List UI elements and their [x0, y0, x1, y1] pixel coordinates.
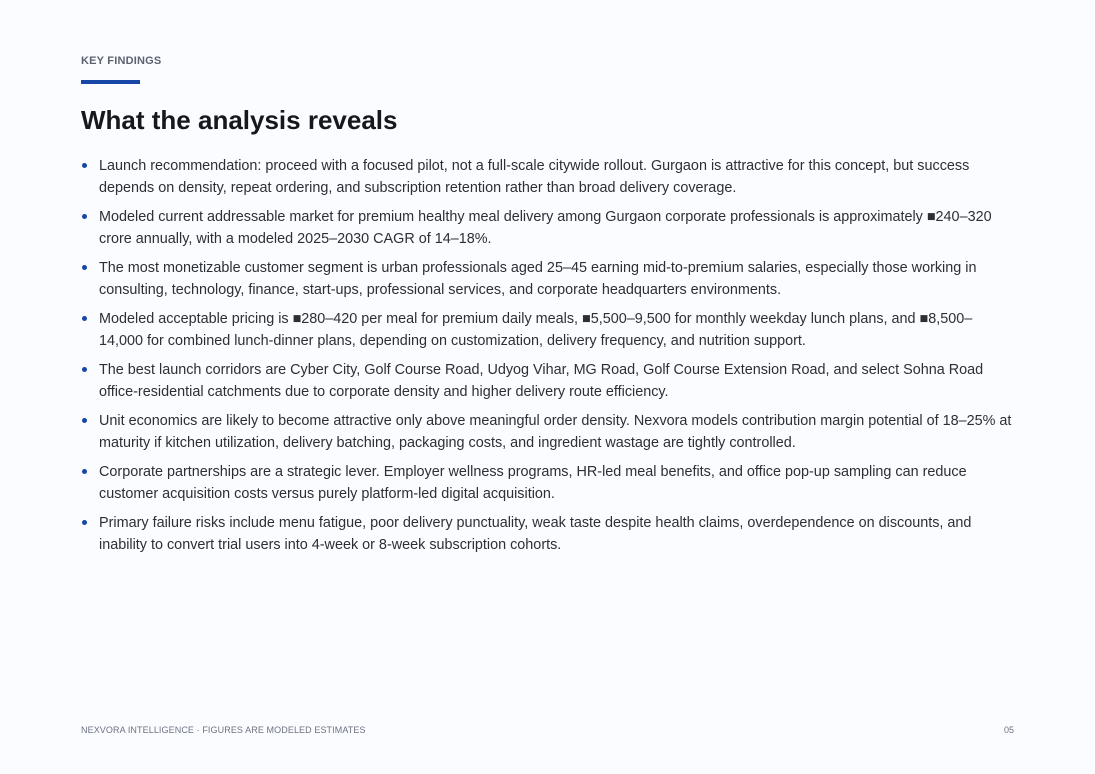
finding-text: The most monetizable customer segment is urban professionals aged 25–45 earning mid-to-premium salaries, especially those working in consulting, technology, finance, start-ups, professional services, and corporate headquarters environments.	[99, 260, 977, 298]
finding-item	[81, 155, 1016, 199]
bullet-icon	[82, 163, 87, 168]
bullet-icon	[82, 418, 87, 423]
findings-list	[81, 155, 1016, 563]
bullet-icon	[82, 367, 87, 372]
finding-text: Corporate partnerships are a strategic lever. Employer wellness programs, HR-led meal benefits, and office pop-up sampling can reduce customer acquisition costs versus purely platform-led digital acquisition.	[99, 464, 967, 502]
finding-text: Primary failure risks include menu fatigue, poor delivery punctuality, weak taste despite health claims, overdependence on discounts, and inability to convert trial users into 4-week or 8-week subscription cohorts.	[99, 515, 972, 553]
finding-item	[81, 206, 1016, 250]
finding-text: Modeled current addressable market for premium healthy meal delivery among Gurgaon corporate professionals is approximately ■240–320 crore annually, with a modeled 2025–2030 CAGR of 14–18%.	[99, 209, 992, 247]
finding-item	[81, 308, 1016, 352]
bullet-icon	[82, 469, 87, 474]
finding-item	[81, 257, 1016, 301]
finding-text: Launch recommendation: proceed with a focused pilot, not a full-scale citywide rollout. Gurgaon is attractive for this concept, but success depends on density, repeat ordering, and subscription retention rather than broad delivery coverage.	[99, 158, 970, 196]
finding-text: Unit economics are likely to become attractive only above meaningful order density. Nexvora models contribution margin potential of 18–25% at maturity if kitchen utilization, delivery batching, packaging costs, and ingredient wastage are tightly controlled.	[99, 413, 1012, 451]
bullet-icon	[82, 316, 87, 321]
footer-source: NEXVORA INTELLIGENCE · FIGURES ARE MODELED ESTIMATES	[81, 725, 366, 735]
finding-text: Modeled acceptable pricing is ■280–420 per meal for premium daily meals, ■5,500–9,500 for monthly weekday lunch plans, and ■8,500–14,000 for combined lunch-dinner plans, depending on customization, delivery frequency, and nutrition support.	[99, 311, 973, 349]
finding-text: The best launch corridors are Cyber City, Golf Course Road, Udyog Vihar, MG Road, Golf Course Extension Road, and select Sohna Road office-residential catchments due to corporate density and higher delivery route efficiency.	[99, 362, 984, 400]
page-number: 05	[1003, 725, 1014, 735]
accent-bar	[81, 80, 140, 84]
finding-item	[81, 410, 1016, 454]
bullet-icon	[82, 520, 87, 525]
section-eyebrow: KEY FINDINGS	[81, 55, 162, 67]
page-title: What the analysis reveals	[81, 105, 398, 135]
finding-item	[81, 461, 1016, 505]
finding-item	[81, 512, 1016, 556]
bullet-icon	[82, 265, 87, 270]
bullet-icon	[82, 214, 87, 219]
finding-item	[81, 359, 1016, 403]
